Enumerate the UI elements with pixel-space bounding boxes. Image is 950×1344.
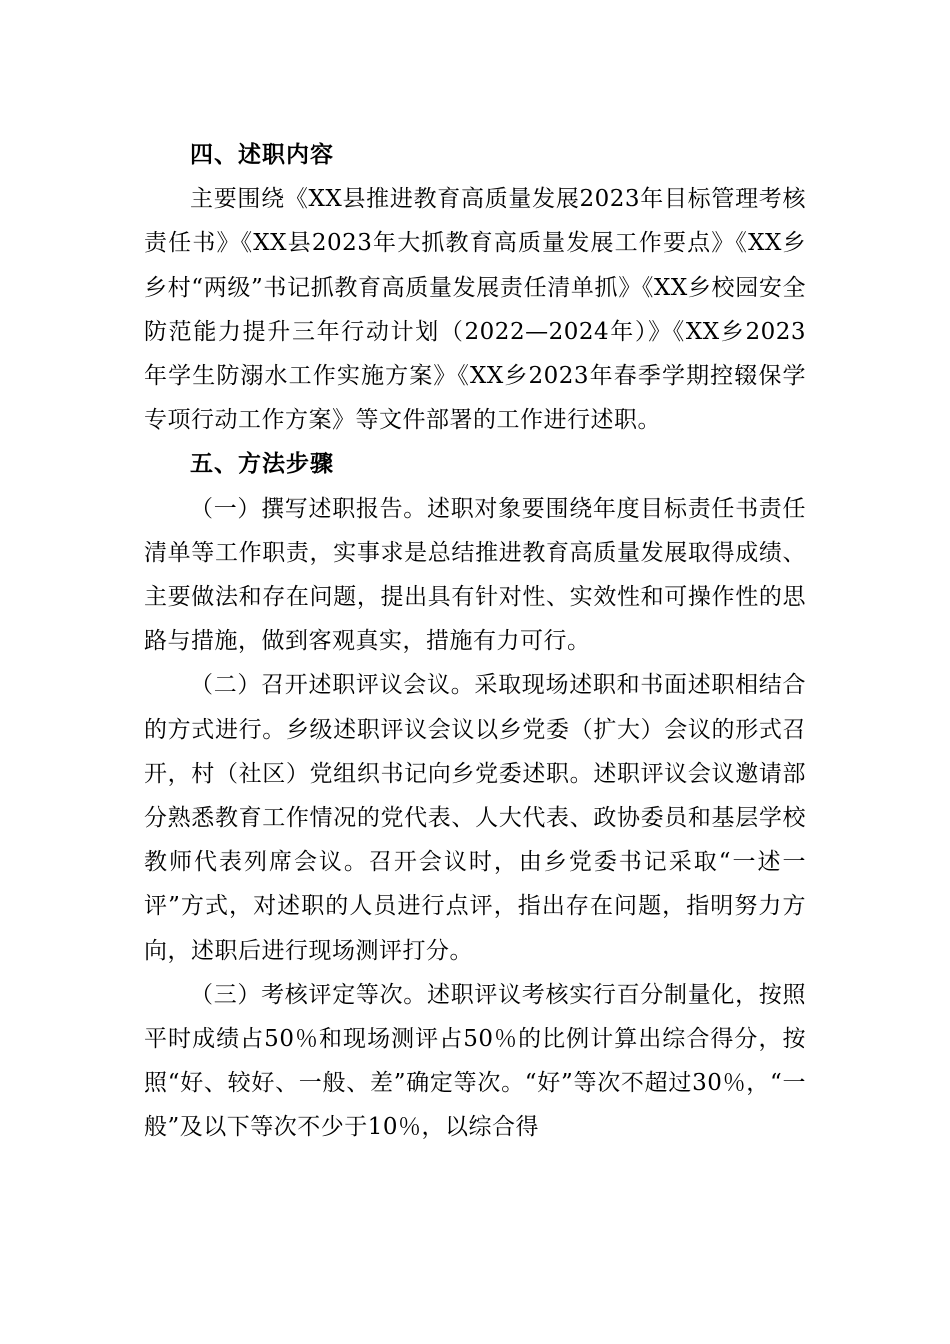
section-heading-4: 四、述职内容: [190, 142, 334, 168]
step-2-paragraph: （二）召开述职评议会议。采取现场述职和书面述职相结合的方式进行。乡级述职评议会议以乡党委（扩大）会议的形式召开，村（社区）党组织书记向乡党委述职。述职评议会议邀请部分熟悉教育工作情况的党代表、人大代表、政协委员和基层学校教师代表列席会议。召开会议时，由乡党委书记采取“一述一评”方式，对述职的人员进行点评，指出存在问题，指明努力方向，述职后进行现场测评打分。: [144, 672, 806, 964]
step-1-paragraph: （一）撰写述职报告。述职对象要围绕年度目标责任书责任清单等工作职责，实事求是总结推进教育高质量发展取得成绩、主要做法和存在问题，提出具有针对性、实效性和可操作性的思路与措施，做到客观真实，措施有力可行。: [144, 495, 806, 655]
section-heading-5: 五、方法步骤: [190, 451, 334, 478]
document-body: [144, 133, 806, 1150]
step-3-paragraph: （三）考核评定等次。述职评议考核实行百分制量化，按照平时成绩占50％和现场测评占50％的比例计算出综合得分，按照“好、较好、一般、差”确定等次。“好”等次不超过30％，“一般”及以下等次不少于10％，以综合得: [144, 981, 806, 1141]
section-4-paragraph: 主要围绕《XX县推进教育高质量发展2023年目标管理考核责任书》《XX县2023年大抓教育高质量发展工作要点》《XX乡乡村“两级”书记抓教育高质量发展责任清单抓》《XX乡校园安全防范能力提升三年行动计划（2022—2024年）》《XX乡2023年学生防溺水工作实施方案》《XX乡2023年春季学期控辍保学专项行动工作方案》等文件部署的工作进行述职。: [144, 186, 806, 434]
